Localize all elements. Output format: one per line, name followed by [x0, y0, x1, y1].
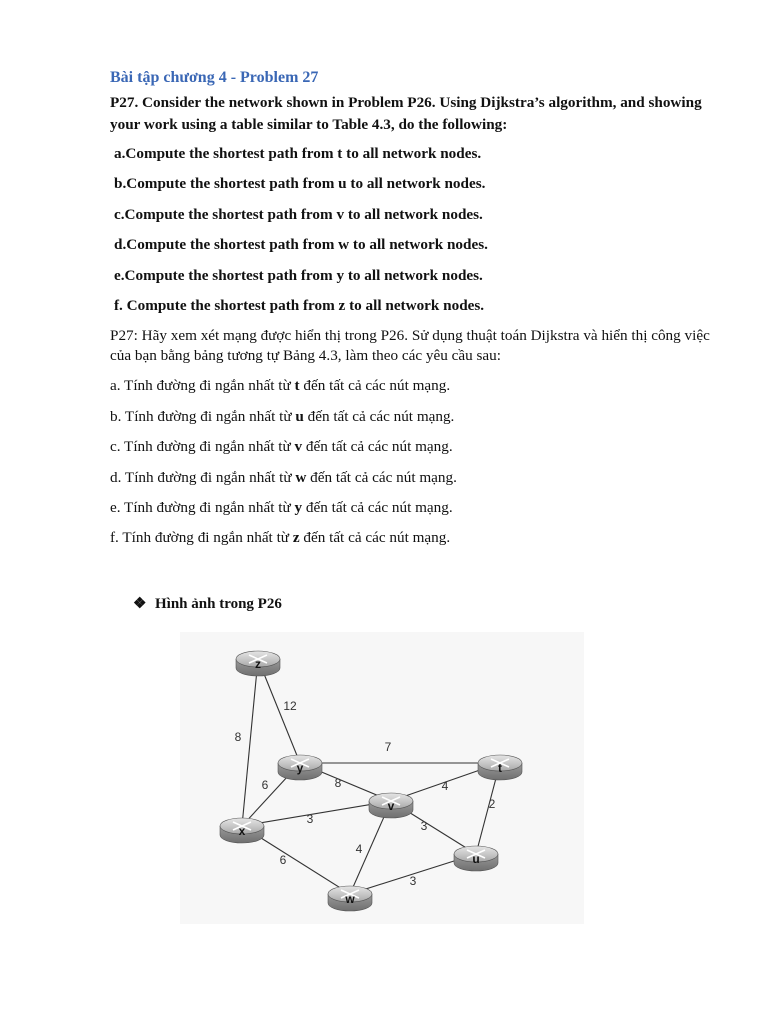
- english-task-list: [110, 144, 710, 316]
- node-label-v: v: [387, 799, 395, 813]
- vietnamese-task-d: [110, 468, 710, 488]
- edge-cost-y-v: 8: [334, 776, 342, 790]
- node-label-u: u: [472, 852, 480, 866]
- task-node: w: [295, 468, 307, 486]
- task-node: z: [292, 529, 300, 547]
- network-diagram: [180, 632, 584, 924]
- document-body: [110, 68, 710, 559]
- task-node: u: [295, 407, 304, 425]
- task-node: v: [294, 438, 303, 456]
- figure-heading-text: Hình ảnh trong P26: [155, 596, 282, 612]
- edge-x-v: [242, 801, 391, 826]
- task-prefix: e. Tính đường đi ngắn nhất từ: [110, 498, 295, 516]
- edge-cost-v-w: 4: [355, 842, 363, 856]
- router-node-w: [328, 886, 372, 911]
- router-node-t: [478, 755, 522, 780]
- task-prefix: a. Tính đường đi ngắn nhất từ: [110, 377, 295, 395]
- network-figure: [180, 632, 584, 924]
- node-label-t: t: [498, 761, 502, 775]
- edge-cost-t-v: 4: [441, 779, 449, 793]
- task-prefix: b. Tính đường đi ngắn nhất từ: [110, 407, 296, 425]
- router-node-v: [369, 793, 413, 818]
- english-task-f: f. Compute the shortest path from z to all network nodes.: [114, 296, 485, 314]
- english-task-d: d.Compute the shortest path from w to all network nodes.: [114, 236, 488, 254]
- english-task-e: e.Compute the shortest path from y to all network nodes.: [114, 266, 483, 284]
- task-node: t: [294, 377, 300, 395]
- router-node-x: [220, 818, 264, 843]
- router-node-y: [278, 755, 322, 780]
- task-suffix: đến tất cả các nút mạng.: [306, 468, 457, 486]
- node-label-y: y: [296, 761, 304, 775]
- vietnamese-task-f: [110, 528, 710, 548]
- node-label-z: z: [255, 657, 261, 671]
- router-node-z: [236, 651, 280, 676]
- english-task-a: a.Compute the shortest path from t to all network nodes.: [114, 145, 482, 162]
- edge-cost-v-u: 3: [420, 819, 428, 833]
- task-suffix: đến tất cả các nút mạng.: [299, 377, 451, 395]
- edge-cost-w-u: 3: [409, 874, 417, 888]
- edge-cost-y-x: 6: [261, 778, 269, 792]
- edge-cost-y-t: 7: [384, 740, 392, 754]
- vietnamese-intro: P27: Hãy xem xét mạng được hiển thị trong P26. Sử dụng thuật toán Dijkstra và hiển thị công việc của bạn bằng bảng tương tự Bảng 4.3, làm theo các yêu cầu sau:: [110, 327, 710, 365]
- task-suffix: đến tất cả các nút mạng.: [303, 407, 455, 425]
- english-intro: P27. Consider the network shown in Problem P26. Using Dijkstra’s algorithm, and showing your work using a table similar to Table 4.3, do the following:: [110, 94, 702, 133]
- edge-cost-z-y: 12: [283, 699, 297, 713]
- task-suffix: đến tất cả các nút mạng.: [302, 438, 453, 456]
- edge-cost-t-u: 2: [488, 797, 496, 811]
- vietnamese-task-b: [110, 407, 710, 427]
- vietnamese-task-e: [110, 498, 710, 518]
- task-prefix: c. Tính đường đi ngắn nhất từ: [110, 438, 295, 456]
- task-prefix: d. Tính đường đi ngắn nhất từ: [110, 468, 296, 486]
- task-suffix: đến tất cả các nút mạng.: [302, 498, 453, 516]
- edge-cost-x-v: 3: [306, 812, 314, 826]
- task-node: y: [294, 498, 303, 516]
- edge-z-x: [242, 659, 258, 826]
- task-suffix: đến tất cả các nút mạng.: [299, 529, 451, 547]
- vietnamese-task-c: [110, 437, 710, 457]
- router-node-u: [454, 846, 498, 871]
- edge-cost-x-w: 6: [279, 853, 287, 867]
- page-title: Bài tập chương 4 - Problem 27: [110, 69, 319, 86]
- english-task-c: c.Compute the shortest path from v to all network nodes.: [114, 205, 483, 223]
- figure-heading: [133, 594, 282, 614]
- vietnamese-task-a: [110, 376, 710, 396]
- edge-cost-z-x: 8: [234, 730, 242, 744]
- node-label-w: w: [345, 892, 355, 906]
- task-prefix: f. Tính đường đi ngắn nhất từ: [110, 529, 293, 547]
- english-task-b: b.Compute the shortest path from u to all network nodes.: [114, 175, 486, 193]
- vietnamese-task-list: [110, 376, 710, 548]
- diamond-bullet-icon: ❖: [133, 596, 147, 612]
- node-label-x: x: [238, 824, 246, 838]
